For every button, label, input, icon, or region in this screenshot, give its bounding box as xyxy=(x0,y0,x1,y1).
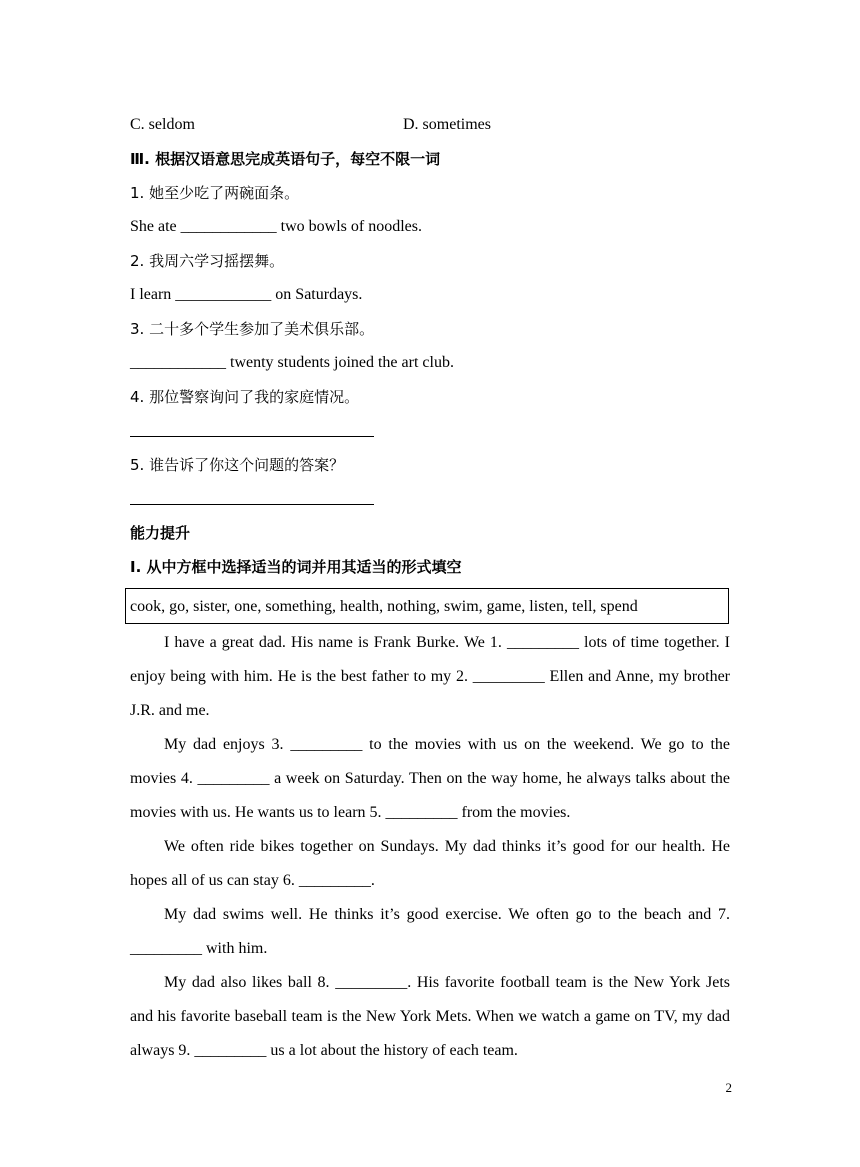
option-c: C. seldom xyxy=(130,116,195,133)
document-page xyxy=(130,108,730,1068)
item1-english: She ate ____________ two bowls of noodles. xyxy=(130,218,422,235)
paragraph-3: We often ride bikes together on Sundays. My dad thinks it’s good for our health. He hopes all of us can stay 6. _________. xyxy=(130,838,730,889)
item4-chinese: 4. 那位警察询问了我的家庭情况。 xyxy=(130,388,360,406)
paragraph-5: My dad also likes ball 8. _________. His favorite football team is the New York Jets and his favorite baseball team is the New York Mets. When we watch a game on TV, my dad always 9. _________ us a lot about the history of each team. xyxy=(130,974,730,1059)
page-number: 2 xyxy=(725,1080,732,1095)
item2-english: I learn ____________ on Saturdays. xyxy=(130,286,363,303)
options-row xyxy=(130,108,730,142)
item5-answer-line xyxy=(130,482,730,516)
section1-heading: Ⅰ. 从中方框中选择适当的词并用其适当的形式填空 xyxy=(130,558,462,576)
item4-answer-line xyxy=(130,414,730,448)
item1-chinese: 1. 她至少吃了两碗面条。 xyxy=(130,184,300,202)
paragraph-2: My dad enjoys 3. _________ to the movies with us on the weekend. We go to the movies 4. _________ a week on Saturday. Then on the way home, he always talks about the movies with us. He wants us to learn 5. _________ from the movies. xyxy=(130,736,730,821)
option-d: D. sometimes xyxy=(403,116,491,133)
word-box: cook, go, sister, one, something, health, nothing, swim, game, listen, tell, spend xyxy=(125,588,729,624)
paragraph-1: I have a great dad. His name is Frank Burke. We 1. _________ lots of time together. I enjoy being with him. He is the best father to my 2. _________ Ellen and Anne, my brother J.R. and me. xyxy=(130,634,730,719)
item5-chinese: 5. 谁告诉了你这个问题的答案？ xyxy=(130,456,345,474)
item3-chinese: 3. 二十多个学生参加了美术俱乐部。 xyxy=(130,320,375,338)
item3-english: ____________ twenty students joined the art club. xyxy=(130,354,454,371)
section3-heading: Ⅲ. 根据汉语意思完成英语句子，每空不限一词 xyxy=(130,150,441,168)
ability-heading: 能力提升 xyxy=(130,524,191,542)
paragraph-4: My dad swims well. He thinks it’s good exercise. We often go to the beach and 7. _________ with him. xyxy=(130,906,730,957)
item2-chinese: 2. 我周六学习摇摆舞。 xyxy=(130,252,285,270)
